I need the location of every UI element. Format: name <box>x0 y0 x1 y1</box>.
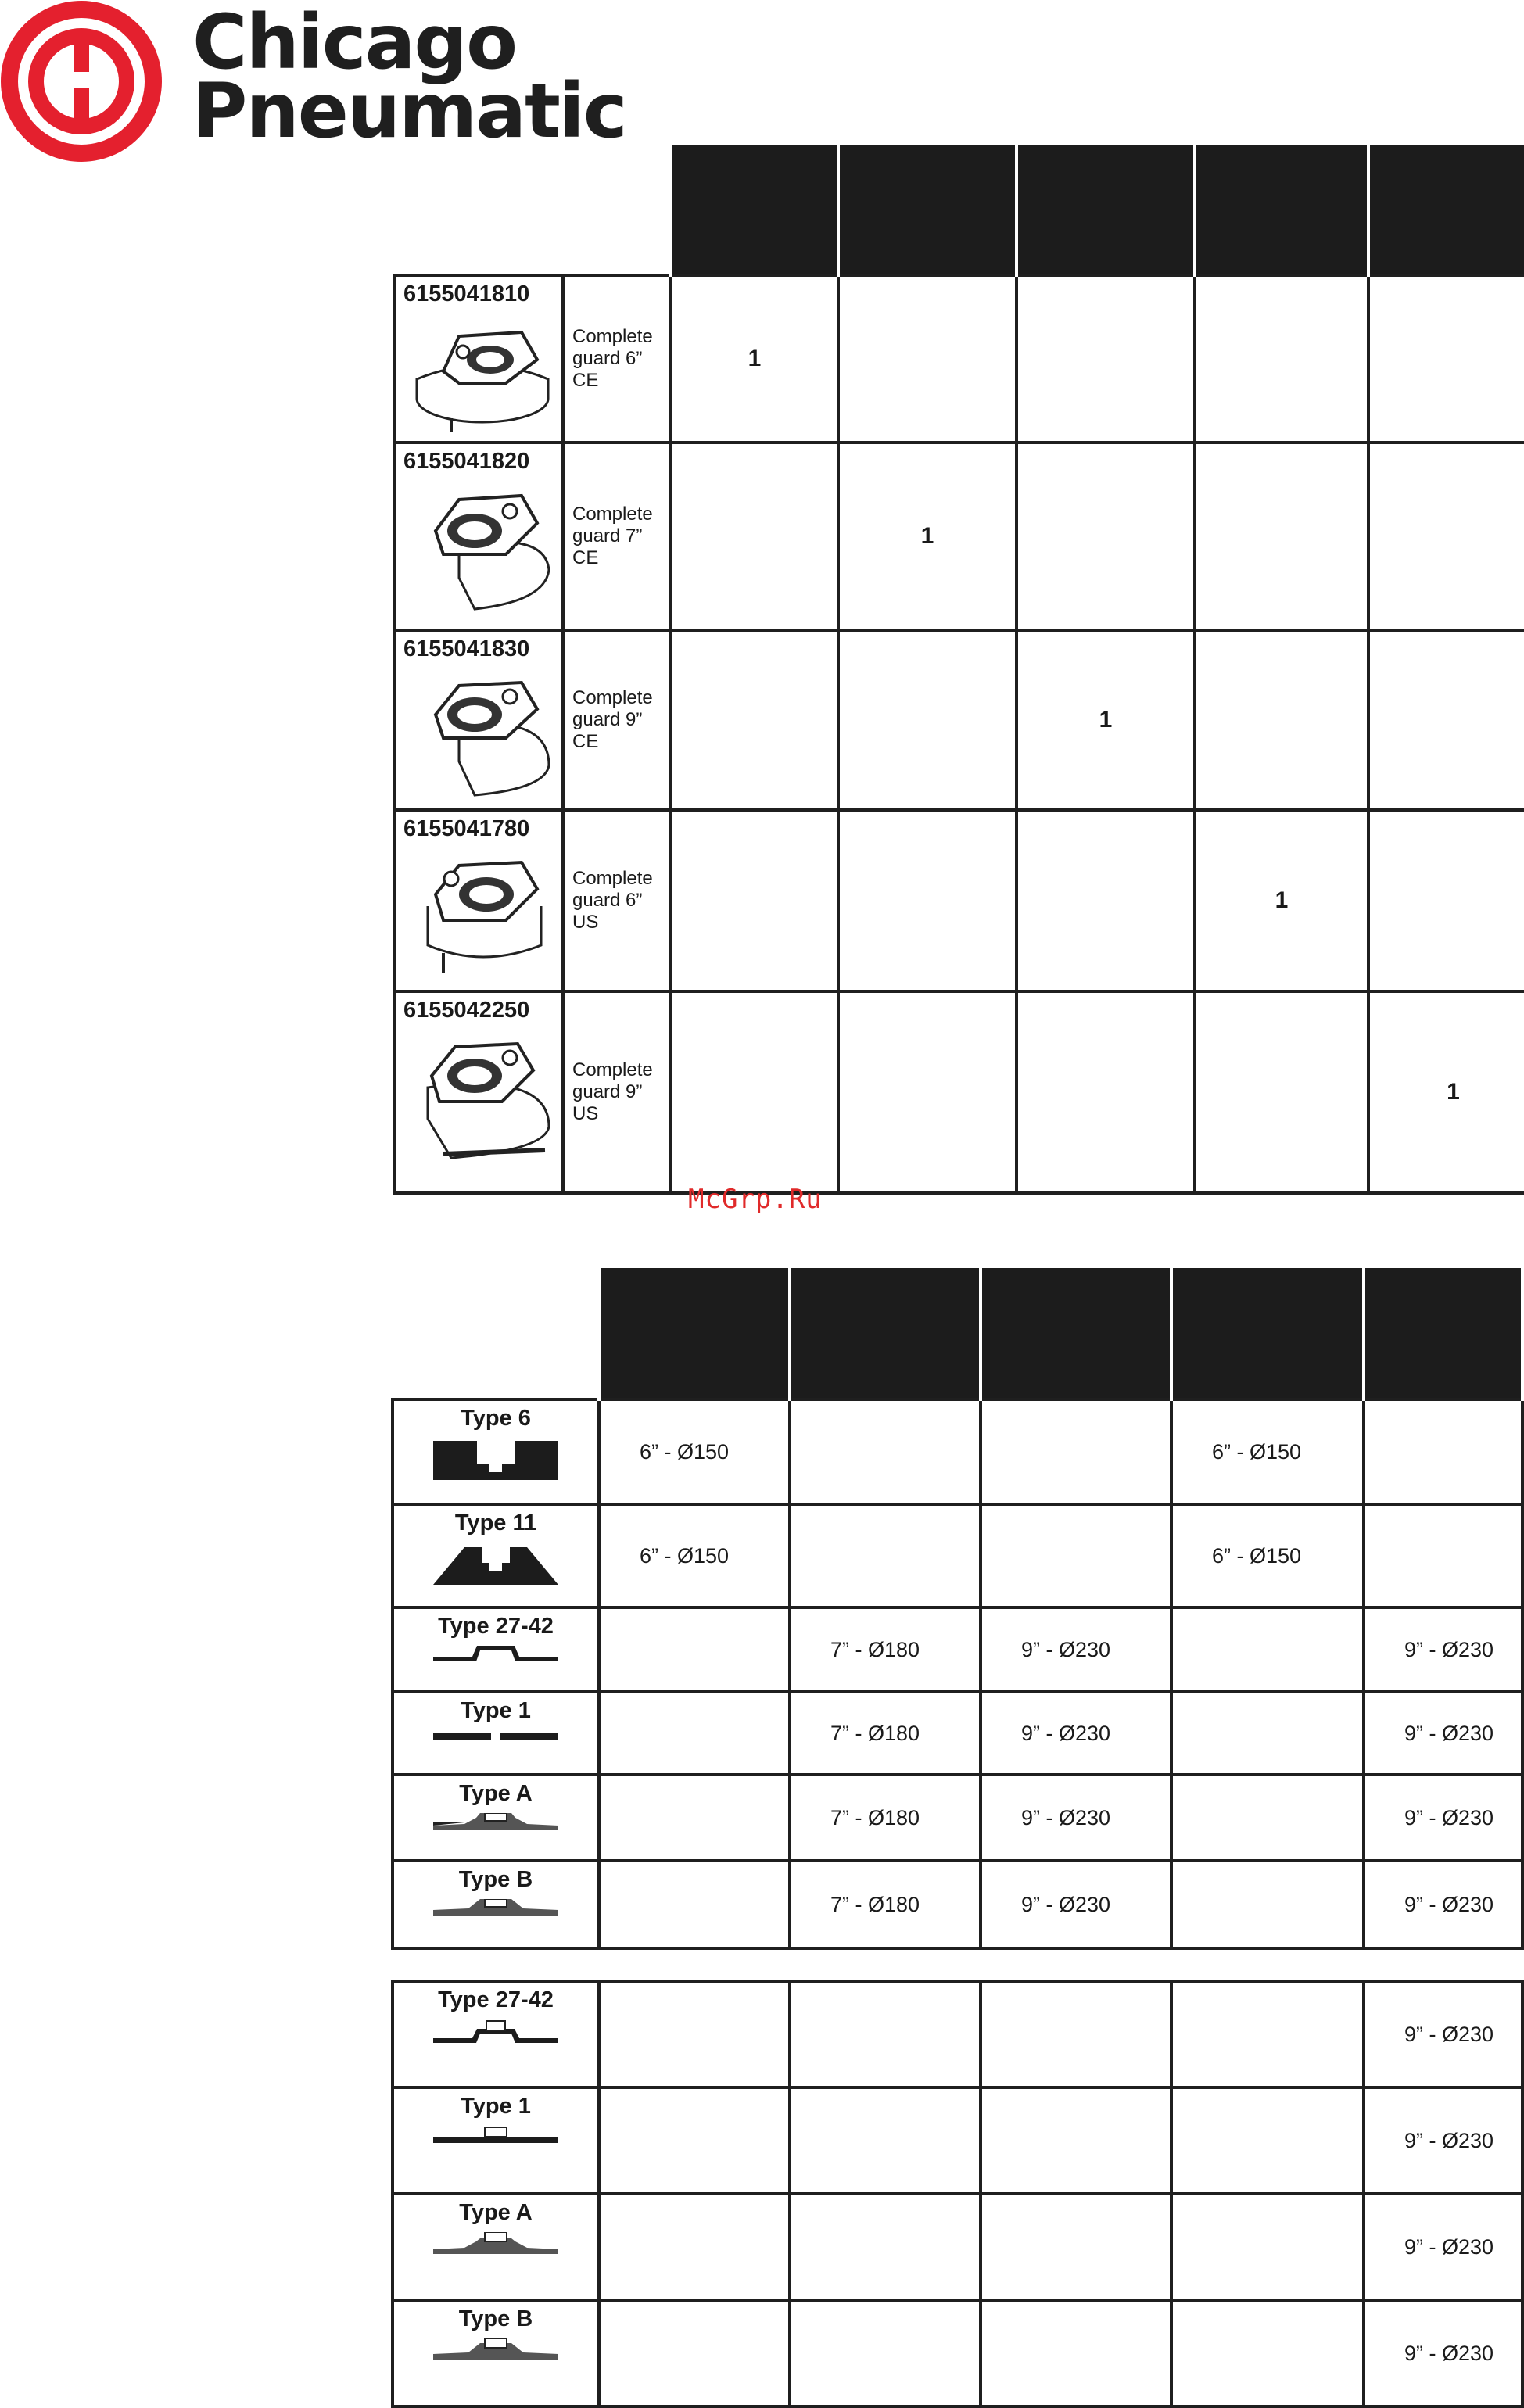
size-cell <box>790 2194 981 2300</box>
wheels-header-cell <box>981 1268 1171 1399</box>
size-cell: 9” - Ø230 <box>981 1775 1171 1861</box>
qty-cell <box>838 630 1017 810</box>
table-row <box>393 1861 1522 1948</box>
size-cell <box>1364 1399 1522 1504</box>
size-cell: 9” - Ø230 <box>1364 2194 1522 2300</box>
size-cell <box>790 1981 981 2087</box>
qty-cell: 1 <box>671 275 838 443</box>
size-cell <box>790 2087 981 2194</box>
guard-7in-ce-icon <box>412 484 553 617</box>
size-cell: 6” - Ø150 <box>599 1504 790 1607</box>
qty-cell <box>1017 443 1195 630</box>
size-cell <box>599 1692 790 1775</box>
type27-wheel-icon <box>433 1646 558 1664</box>
wheels-header-cell <box>1171 1268 1364 1399</box>
wheel-type-cell: Type 1 <box>393 2087 599 2194</box>
guard-6in-us-icon <box>412 851 553 980</box>
wheels-header-cell <box>790 1268 981 1399</box>
type11-wheel-icon <box>433 1543 558 1586</box>
qty-cell: 1 <box>1368 991 1524 1193</box>
size-cell: 9” - Ø230 <box>1364 1775 1522 1861</box>
table-row <box>394 443 1524 630</box>
wheel-type-cell: Type B <box>393 2300 599 2406</box>
size-cell: 9” - Ø230 <box>1364 2300 1522 2406</box>
part-cell <box>394 810 563 991</box>
wheel-type-cell: Type A <box>393 2194 599 2300</box>
qty-cell <box>1368 810 1524 991</box>
part-number: 6155042250 <box>403 998 530 1023</box>
size-cell <box>1171 1607 1364 1692</box>
table-row <box>393 2194 1522 2300</box>
size-cell: 9” - Ø230 <box>981 1861 1171 1948</box>
guards-header-cell <box>671 145 838 275</box>
qty-cell <box>671 443 838 630</box>
description-cell: Complete guard 7” CE <box>563 443 671 630</box>
type6-wheel-icon <box>433 1438 558 1482</box>
guards-table <box>393 145 1524 1195</box>
qty-cell <box>1017 810 1195 991</box>
table-row <box>393 1607 1522 1692</box>
wheel-type-cell: Type 27-42 <box>393 1607 599 1692</box>
qty-cell <box>1368 275 1524 443</box>
wheel-type-cell: Type B <box>393 1861 599 1948</box>
size-cell <box>981 2087 1171 2194</box>
size-cell <box>1171 2194 1364 2300</box>
size-cell <box>1171 1861 1364 1948</box>
qty-cell: 1 <box>838 443 1017 630</box>
part-cell <box>394 443 563 630</box>
wheels-header-row <box>393 1268 1522 1399</box>
qty-cell <box>1368 630 1524 810</box>
size-cell: 6” - Ø150 <box>599 1399 790 1504</box>
table-row <box>393 1775 1522 1861</box>
wheel-type-cell: Type A <box>393 1775 599 1861</box>
size-cell <box>790 2300 981 2406</box>
size-cell: 9” - Ø230 <box>981 1607 1171 1692</box>
typeA-wheel-icon <box>433 1813 558 1832</box>
cp-logo-icon <box>0 0 164 164</box>
table-row <box>393 2087 1522 2194</box>
wheel-type-cell: Type 6 <box>393 1399 599 1504</box>
description-cell: Complete guard 6” US <box>563 810 671 991</box>
size-cell: 9” - Ø230 <box>1364 2087 1522 2194</box>
guard-6in-ce-icon <box>412 317 553 434</box>
size-cell: 7” - Ø180 <box>790 1692 981 1775</box>
guard-9in-ce-icon <box>412 672 553 801</box>
size-cell <box>599 1861 790 1948</box>
size-cell <box>599 2087 790 2194</box>
qty-cell <box>1017 275 1195 443</box>
size-cell <box>599 1981 790 2087</box>
guards-header-cell <box>1368 145 1524 275</box>
guards-header-row <box>394 145 1524 275</box>
table-row <box>393 1692 1522 1775</box>
wheel-type-cell: Type 1 <box>393 1692 599 1775</box>
size-cell <box>981 2194 1171 2300</box>
qty-cell <box>838 275 1017 443</box>
typeA-hub-wheel-icon <box>433 2232 558 2256</box>
wheel-type-cell: Type 11 <box>393 1504 599 1607</box>
size-cell: 7” - Ø180 <box>790 1607 981 1692</box>
size-cell: 6” - Ø150 <box>1171 1504 1364 1607</box>
size-cell <box>599 2194 790 2300</box>
brand-wordmark: Chicago Pneumatic <box>192 0 626 155</box>
wheels-header-cell <box>599 1268 790 1399</box>
watermark: McGrp.Ru <box>688 1184 823 1215</box>
qty-cell <box>671 810 838 991</box>
size-cell: 9” - Ø230 <box>1364 1861 1522 1948</box>
part-number: 6155041810 <box>403 281 530 306</box>
size-cell: 9” - Ø230 <box>1364 1981 1522 2087</box>
guard-9in-us-icon <box>412 1033 553 1166</box>
size-cell <box>790 1399 981 1504</box>
wheels-table <box>391 1268 1524 1950</box>
size-cell: 9” - Ø230 <box>981 1692 1171 1775</box>
qty-cell <box>671 991 838 1193</box>
qty-cell <box>1195 991 1368 1193</box>
size-cell <box>1171 1981 1364 2087</box>
table-row <box>394 275 1524 443</box>
table-row <box>393 2300 1522 2406</box>
size-cell: 9” - Ø230 <box>1364 1692 1522 1775</box>
size-cell <box>1171 1775 1364 1861</box>
size-cell <box>1171 1692 1364 1775</box>
table-row <box>393 1504 1522 1607</box>
guards-header-cell <box>1017 145 1195 275</box>
qty-cell <box>1195 443 1368 630</box>
qty-cell <box>1195 275 1368 443</box>
size-cell <box>599 1775 790 1861</box>
size-cell: 7” - Ø180 <box>790 1775 981 1861</box>
description-cell: Complete guard 9” US <box>563 991 671 1193</box>
guards-header-cell <box>1195 145 1368 275</box>
qty-cell <box>1195 630 1368 810</box>
qty-cell: 1 <box>1017 630 1195 810</box>
description-cell: Complete guard 9” CE <box>563 630 671 810</box>
size-cell <box>599 1607 790 1692</box>
hub-wheels-table <box>391 1980 1524 2408</box>
part-cell <box>394 630 563 810</box>
guards-header-cell <box>838 145 1017 275</box>
typeB-wheel-icon <box>433 1899 558 1918</box>
size-cell <box>1171 2300 1364 2406</box>
qty-cell <box>1368 443 1524 630</box>
table-row <box>394 630 1524 810</box>
wheels-header-cell <box>1364 1268 1522 1399</box>
part-number: 6155041780 <box>403 816 530 841</box>
table-row <box>393 1981 1522 2087</box>
type1-wheel-icon <box>433 1730 558 1743</box>
type1-hub-wheel-icon <box>433 2126 558 2146</box>
brand-logo <box>0 0 626 164</box>
size-cell: 6” - Ø150 <box>1171 1399 1364 1504</box>
type27-hub-wheel-icon <box>433 2019 558 2046</box>
size-cell <box>599 2300 790 2406</box>
qty-cell <box>838 810 1017 991</box>
part-cell <box>394 991 563 1193</box>
part-cell <box>394 275 563 443</box>
part-number: 6155041820 <box>403 449 530 474</box>
size-cell <box>981 1504 1171 1607</box>
description-cell: Complete guard 6” CE <box>563 275 671 443</box>
qty-cell: 1 <box>1195 810 1368 991</box>
size-cell: 9” - Ø230 <box>1364 1607 1522 1692</box>
part-number: 6155041830 <box>403 636 530 661</box>
wheel-type-cell: Type 27-42 <box>393 1981 599 2087</box>
size-cell: 7” - Ø180 <box>790 1861 981 1948</box>
size-cell <box>981 1399 1171 1504</box>
size-cell <box>1364 1504 1522 1607</box>
table-row <box>394 810 1524 991</box>
qty-cell <box>838 991 1017 1193</box>
table-row <box>393 1399 1522 1504</box>
size-cell <box>790 1504 981 1607</box>
size-cell <box>1171 2087 1364 2194</box>
typeB-hub-wheel-icon <box>433 2338 558 2362</box>
size-cell <box>981 1981 1171 2087</box>
qty-cell <box>671 630 838 810</box>
size-cell <box>981 2300 1171 2406</box>
qty-cell <box>1017 991 1195 1193</box>
table-row <box>394 991 1524 1193</box>
